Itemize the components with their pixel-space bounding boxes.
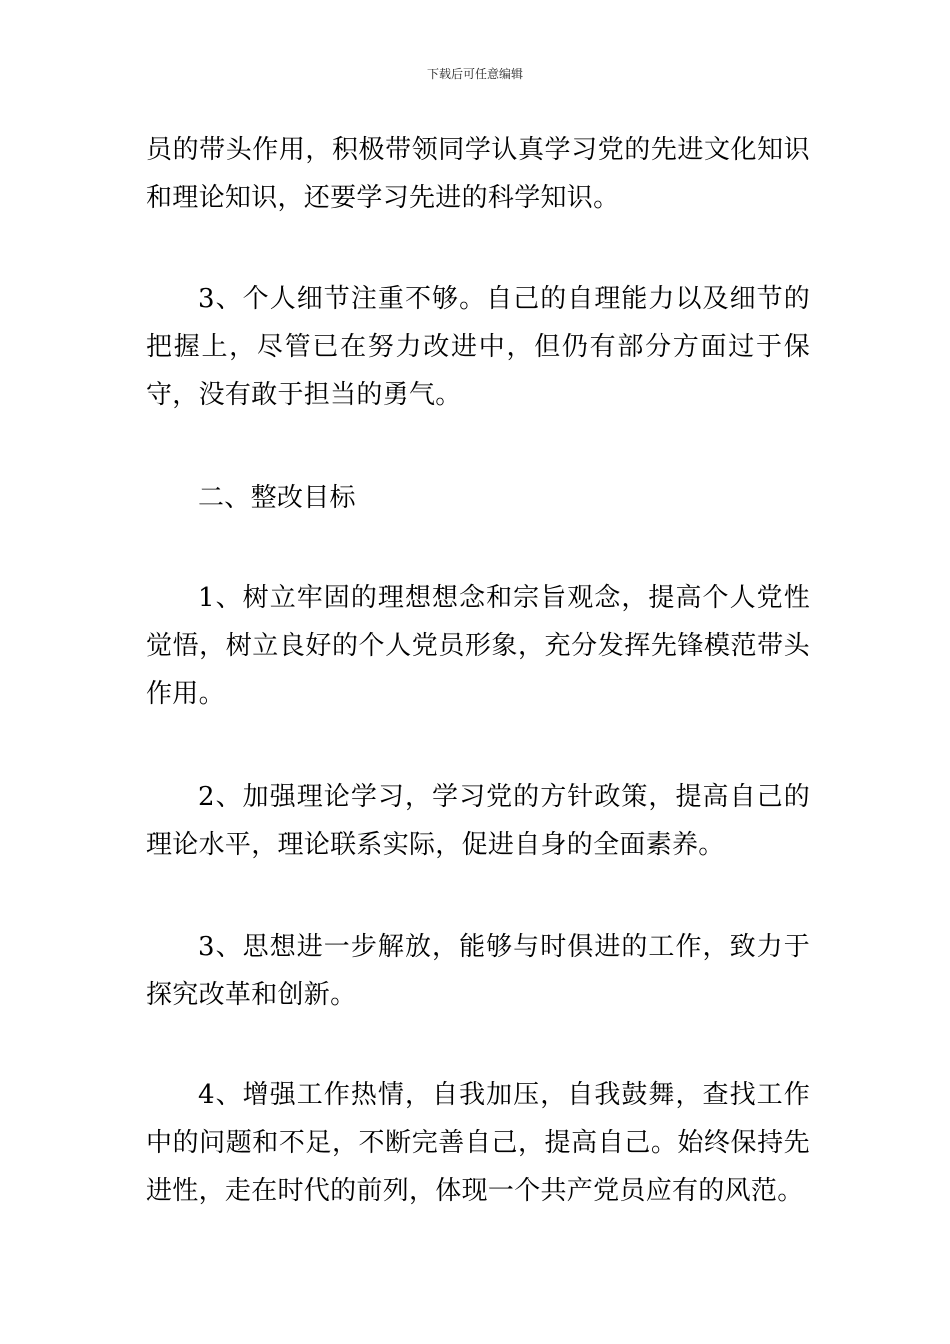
paragraph-continuation: 员的带头作用，积极带领同学认真学习党的先进文化知识和理论知识，还要学习先进的科学知识。 [146,135,810,213]
paragraph-goal-3: 3、思想进一步解放，能够与时俱进的工作，致力于探究改革和创新。 [146,932,810,1010]
header-note: 下载后可任意编辑 [426,67,523,81]
paragraph-problem-3: 3、个人细节注重不够。自己的自理能力以及细节的把握上，尽管已在努力改进中，但仍有部分方面过于保守，没有敢于担当的勇气。 [146,284,810,410]
paragraph-goal-1: 1、树立牢固的理想想念和宗旨观念，提高个人党性觉悟，树立良好的个人党员形象，充分发挥先锋模范带头作用。 [146,583,810,709]
section-heading-rectification-goals: 二、整改目标 [198,483,356,513]
paragraph-goal-4: 4、增强工作热情，自我加压，自我鼓舞，查找工作中的问题和不足，不断完善自己，提高自己。始终保持先进性，走在时代的前列，体现一个共产党员应有的风范。 [146,1080,810,1206]
paragraph-goal-2: 2、加强理论学习，学习党的方针政策，提高自己的理论水平，理论联系实际，促进自身的全面素养。 [146,782,810,860]
